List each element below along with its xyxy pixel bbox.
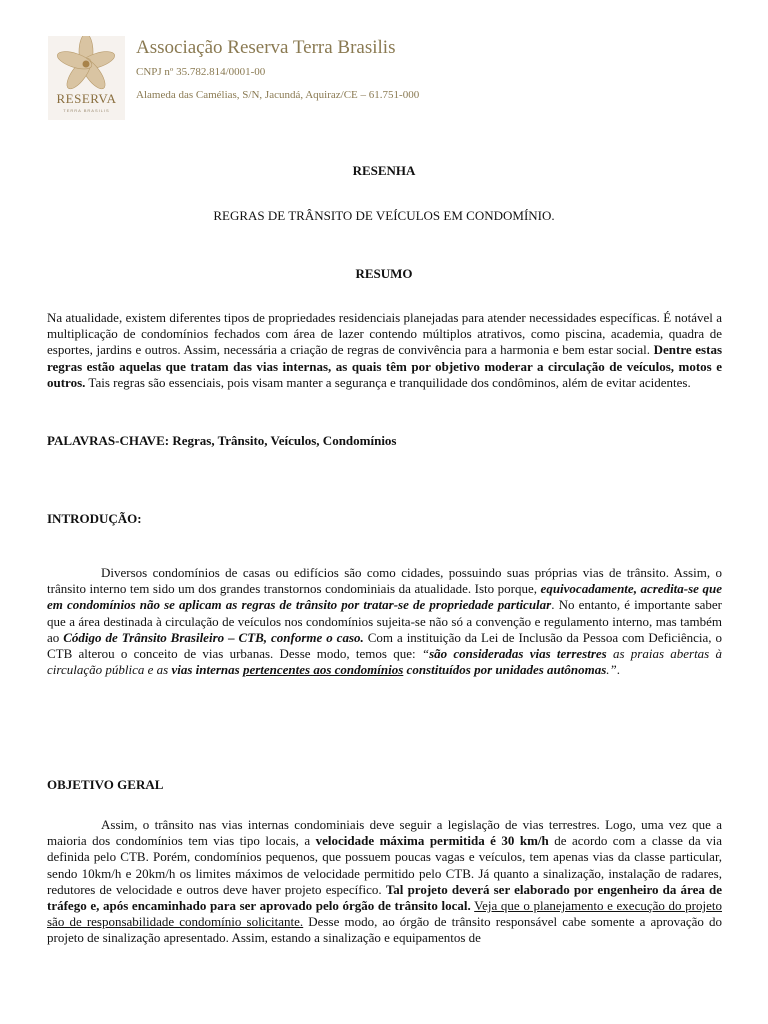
- organization-address: Alameda das Camélias, S/N, Jacundá, Aquiraz/CE – 61.751-000: [136, 89, 420, 101]
- abstract-bold-text: Dentre estas regras estão aquelas que tratam das vias internas, as quais têm por objetivo moderar a circulação de veículos, motos e outros.: [47, 342, 723, 390]
- letterhead: [48, 36, 738, 122]
- abstract-text: Na atualidade, existem diferentes tipos de propriedades residenciais planejadas para atender necessidades específicas. É notável a multiplicação de condomínios fechados com área de lazer contendo múltiplos atrativos, como piscina, academia, quadra de esportes, jardins e outros. Assim, necessária a criação de regras de convivência para a harmonia e bem estar social.: [47, 310, 722, 358]
- intro-text-2: . No entanto, é importante saber que a área destinada à circulação de veículos nos condomínios sujeita-se não só a convenção e regulamento interno, mas também ao: [47, 597, 722, 645]
- document-title: RESENHA: [352, 163, 416, 178]
- objective-text-1: Assim, o trânsito nas vias internas condominiais deve seguir a legislação de vias terrestres. Logo, uma vez que a maioria dos condomínios tem vias tipo locais, a: [47, 817, 722, 849]
- logo-text: RESERVA: [56, 91, 117, 106]
- document-subtitle: REGRAS DE TRÂNSITO DE VEÍCULOS EM CONDOMÍNIO.: [213, 208, 555, 223]
- objective-speed-limit: velocidade máxima permitida é 30 km/h: [315, 833, 549, 849]
- flower-icon: [48, 36, 125, 96]
- keywords-values: Regras, Trânsito, Veículos, Condomínios: [172, 433, 397, 448]
- intro-text-end: .: [616, 662, 621, 678]
- keywords-label: PALAVRAS-CHAVE:: [47, 433, 170, 448]
- intro-quote-italic: as praias abertas à circulação pública e as: [47, 646, 722, 678]
- intro-emphasis-1: equivocadamente, acredita-se que em condomínios não se aplicam as regras de trânsito por tratar-se de propriedade particular: [47, 581, 722, 613]
- abstract-paragraph: [47, 310, 722, 391]
- objective-project-bold: Tal projeto deverá ser elaborado por engenheiro da área de tráfego e, após encaminhado para ser aprovado pelo órgão de trânsito local.: [47, 881, 723, 914]
- logo-subtext: TERRA BRASILIS: [63, 108, 110, 113]
- keywords-line: [47, 433, 397, 449]
- intro-emphasis-ctb: Código de Trânsito Brasileiro – CTB, conforme o caso.: [63, 629, 364, 645]
- intro-quote-bold: são consideradas vias terrestres: [429, 646, 607, 662]
- abstract-heading: RESUMO: [355, 266, 413, 281]
- introduction-heading: INTRODUÇÃO:: [47, 511, 142, 526]
- objective-underlined: Veja que o planejamento e execução do projeto são de responsabilidade condomínio solicitante.: [47, 898, 722, 930]
- intro-text-3: Com a instituição da Lei de Inclusão da Pessoa com Deficiência, o CTB alterou o conceito de vias urbanas. Desse modo, temos que:: [47, 629, 723, 662]
- objective-paragraph: [47, 817, 722, 947]
- organization-cnpj: CNPJ nº 35.782.814/0001-00: [136, 66, 266, 78]
- intro-quote-close: .”: [606, 662, 617, 678]
- objective-heading: OBJETIVO GERAL: [47, 777, 164, 792]
- introduction-paragraph: [47, 565, 722, 678]
- logo: [48, 36, 125, 120]
- intro-quote-end-bold: constituídos por unidades autônomas: [403, 662, 607, 678]
- intro-text-1: Diversos condomínios de casas ou edifícios são como cidades, possuindo suas próprias vias de trânsito. Assim, o trânsito interno tem sido um dos grandes transtornos condominiais da atualidade. Isto porque,: [47, 565, 722, 597]
- intro-quote-open: “: [421, 646, 430, 662]
- objective-text-2: de acordo com a classe da via definida pelo CTB. Porém, condomínios pequenos, que possuem poucas vagas e veículos, tem apenas vias da classe particular, sendo 10km/h e 20km/h os limites máximos de velocidade permitido pelo CTB. Já quanto a sinalização, instalação de radares, redutores de velocidade e outros deve haver projeto específico.: [47, 833, 723, 897]
- intro-quote-underlined: pertencentes aos condomínios: [242, 662, 404, 678]
- intro-quote-vias: vias internas: [171, 662, 243, 678]
- abstract-text-end: Tais regras são essenciais, pois visam manter a segurança e tranquilidade dos condôminos, além de evitar acidentes.: [85, 374, 691, 390]
- objective-text-3: Desse modo, ao órgão de trânsito responsável cabe somente a aprovação do projeto de sinalização apresentado. Assim, estando a sinalização e equipamentos de: [47, 914, 722, 946]
- organization-name: Associação Reserva Terra Brasilis: [136, 37, 396, 58]
